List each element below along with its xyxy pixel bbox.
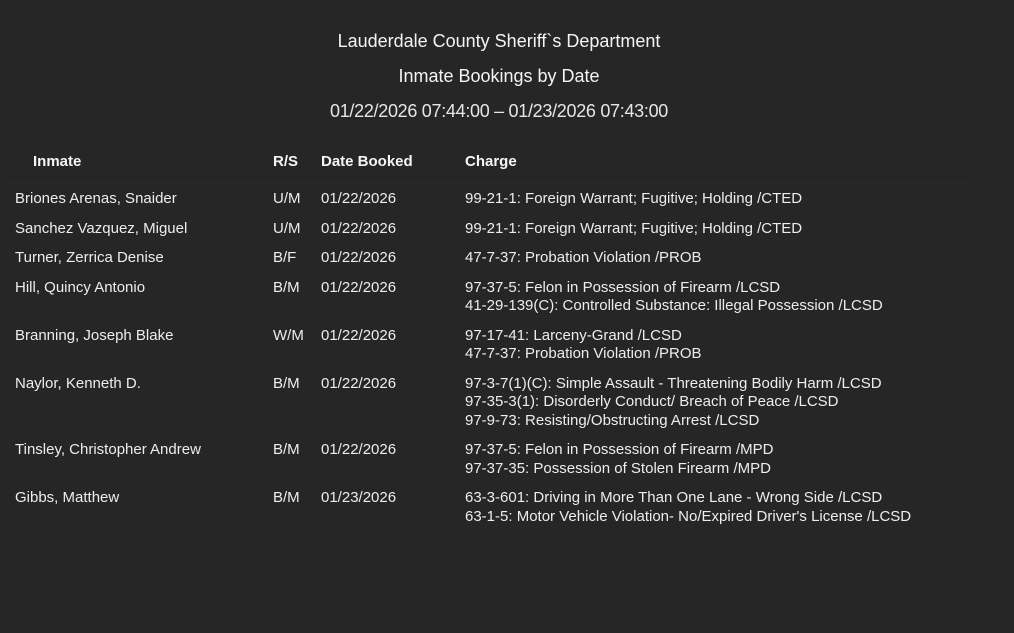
date-booked-cell: 01/22/2026 — [321, 326, 397, 344]
date-booked-cell: 01/23/2026 — [321, 489, 397, 506]
inmate-name-cell: Gibbs, Matthew — [15, 489, 120, 506]
table-row — [7, 430, 967, 478]
table-row — [7, 316, 967, 364]
column-header-date-booked: Date Booked — [313, 145, 457, 178]
charge-line: 97-37-5: Felon in Possession of Firearm /LCSD — [465, 278, 781, 296]
inmate-name-cell: Hill, Quincy Antonio — [15, 278, 146, 296]
charge-line: 97-37-5: Felon in Possession of Firearm /MPD — [465, 441, 774, 458]
inmate-name-cell: Turner, Zerrica Denise — [15, 249, 164, 266]
report-title: Inmate Bookings by Date — [398, 66, 600, 86]
column-header-inmate: Inmate — [7, 145, 265, 178]
date-booked-cell: 01/22/2026 — [321, 278, 397, 296]
charge-line: 41-29-139(C): Controlled Substance: Illegal Possession /LCSD — [465, 297, 883, 314]
race-sex-cell: B/M — [273, 374, 300, 392]
inmate-name-cell: Tinsley, Christopher Andrew — [15, 441, 201, 458]
race-sex-cell: U/M — [273, 219, 301, 237]
charges-cell — [457, 268, 967, 316]
charge-line: 47-7-37: Probation Violation /PROB — [465, 345, 702, 362]
charge-line: 97-35-3(1): Disorderly Conduct/ Breach of Peace /LCSD — [465, 393, 839, 410]
date-booked-cell: 01/22/2026 — [321, 441, 397, 458]
column-header-rs: R/S — [265, 145, 313, 178]
charge-line: 99-21-1: Foreign Warrant; Fugitive; Holding /CTED — [465, 219, 803, 237]
charges-cell — [457, 478, 967, 526]
agency-name: Lauderdale County Sheriff`s Department — [337, 31, 661, 51]
date-booked-cell: 01/22/2026 — [321, 249, 397, 266]
charges-cell — [457, 178, 967, 209]
race-sex-cell: B/F — [273, 249, 297, 266]
date-booked-cell: 01/22/2026 — [321, 190, 397, 207]
date-booked-cell: 01/22/2026 — [321, 374, 397, 392]
race-sex-cell: B/M — [273, 278, 300, 296]
charge-line: 99-21-1: Foreign Warrant; Fugitive; Holding /CTED — [465, 190, 803, 207]
charge-line: 97-17-41: Larceny-Grand /LCSD — [465, 326, 682, 344]
charge-line: 63-3-601: Driving in More Than One Lane - Wrong Side /LCSD — [465, 489, 883, 506]
column-header-charge: Charge — [457, 145, 967, 178]
charges-cell — [457, 209, 967, 239]
table-row — [7, 364, 967, 431]
bookings-table — [7, 145, 967, 526]
charge-line: 47-7-37: Probation Violation /PROB — [465, 249, 702, 266]
inmate-name-cell: Branning, Joseph Blake — [15, 326, 174, 344]
inmate-name-cell: Sanchez Vazquez, Miguel — [15, 219, 188, 237]
race-sex-cell: B/M — [273, 441, 300, 458]
charge-line: 97-3-7(1)(C): Simple Assault - Threatening Bodily Harm /LCSD — [465, 374, 882, 392]
table-header-row — [7, 145, 967, 178]
table-row — [7, 478, 967, 526]
inmate-name-cell: Naylor, Kenneth D. — [15, 374, 141, 392]
charge-line: 97-9-73: Resisting/Obstructing Arrest /LCSD — [465, 411, 760, 429]
charge-line: 97-37-35: Possession of Stolen Firearm /MPD — [465, 459, 771, 477]
charges-cell — [457, 364, 967, 431]
charges-cell — [457, 316, 967, 364]
charges-cell — [457, 430, 967, 478]
race-sex-cell: U/M — [273, 190, 301, 207]
table-body — [7, 178, 967, 527]
table-row — [7, 209, 967, 239]
table-row — [7, 238, 967, 268]
inmate-name-cell: Briones Arenas, Snaider — [15, 190, 177, 207]
report-header — [0, 24, 998, 129]
race-sex-cell: W/M — [273, 326, 304, 344]
race-sex-cell: B/M — [273, 489, 300, 506]
date-booked-cell: 01/22/2026 — [321, 219, 397, 237]
charges-cell — [457, 238, 967, 268]
charge-line: 63-1-5: Motor Vehicle Violation- No/Expired Driver's License /LCSD — [465, 507, 912, 525]
table-row — [7, 268, 967, 316]
table-row — [7, 178, 967, 209]
date-range: 01/22/2026 07:44:00 – 01/23/2026 07:43:00 — [329, 101, 669, 121]
